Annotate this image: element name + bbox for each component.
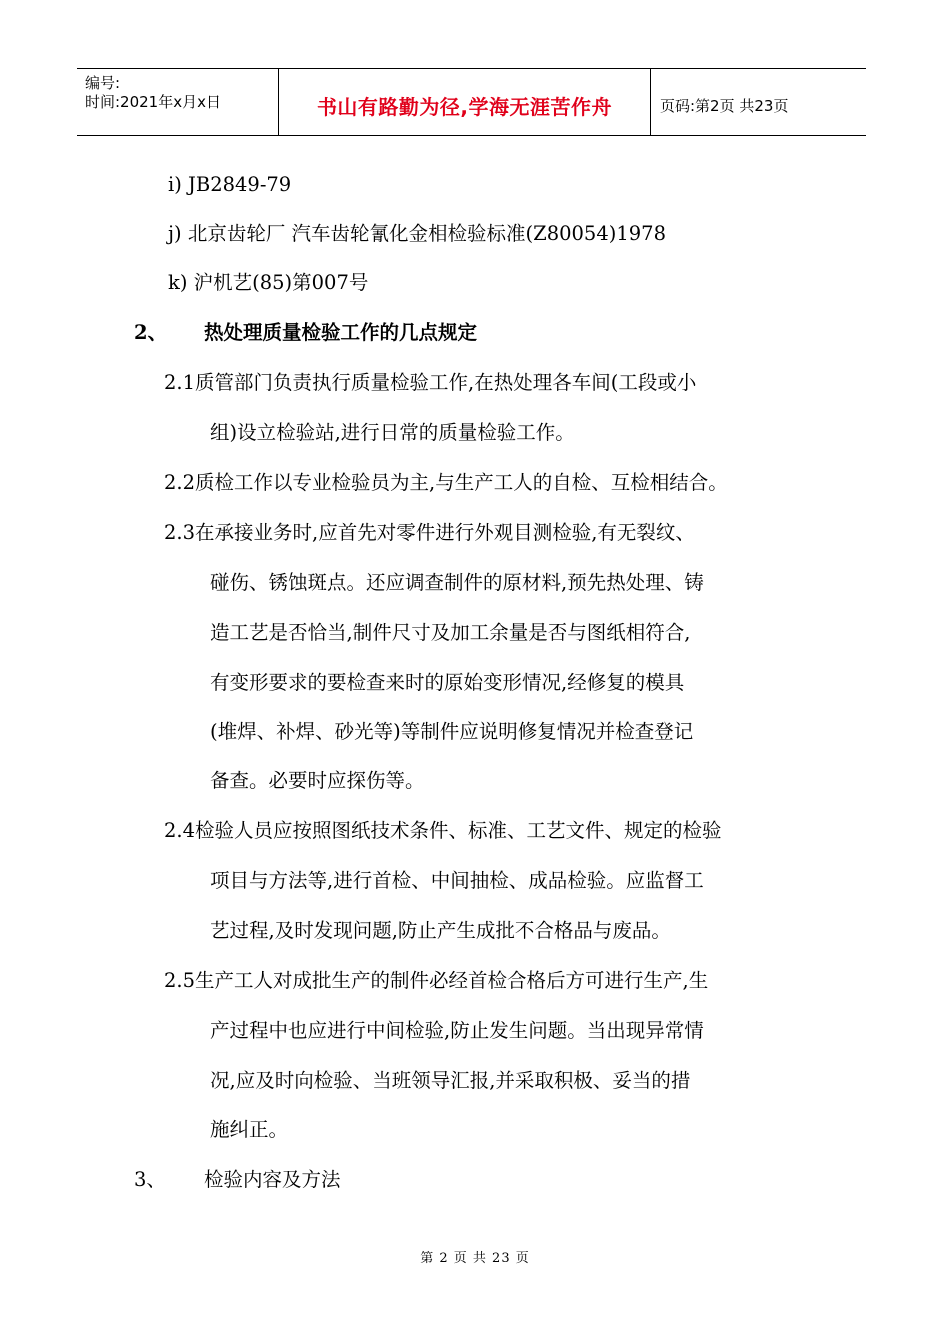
section-3-title: 检验内容及方法 bbox=[204, 1168, 341, 1191]
item-2-2-line-1: 2.2质检工作以专业检验员为主,与生产工人的自检、互检相结合。 bbox=[164, 471, 728, 494]
reference-item-k: k) 沪机艺(85)第007号 bbox=[168, 271, 369, 294]
reference-item-i: i) JB2849-79 bbox=[168, 173, 292, 196]
item-2-4-line-1: 2.4检验人员应按照图纸技术条件、标准、工艺文件、规定的检验 bbox=[164, 819, 722, 842]
item-2-5-line-3: 况,应及时向检验、当班领导汇报,并采取积极、妥当的措 bbox=[210, 1069, 691, 1092]
reference-item-j: j) 北京齿轮厂 汽车齿轮氰化金相检验标准(Z80054)1978 bbox=[168, 222, 666, 245]
section-3-number: 3、 bbox=[134, 1168, 166, 1191]
item-2-3-line-5: (堆焊、补焊、砂光等)等制件应说明修复情况并检查登记 bbox=[210, 720, 694, 743]
item-2-5-line-2: 产过程中也应进行中间检验,防止发生问题。当出现异常情 bbox=[210, 1019, 704, 1042]
header-page-label: 页码:第2页 共23页 bbox=[660, 97, 789, 115]
item-2-3-line-2: 碰伤、锈蚀斑点。还应调查制件的原材料,预先热处理、铸 bbox=[210, 571, 704, 594]
item-2-5-line-1: 2.5生产工人对成批生产的制件必经首检合格后方可进行生产,生 bbox=[164, 969, 709, 992]
item-2-3-line-4: 有变形要求的要检查来时的原始变形情况,经修复的模具 bbox=[210, 671, 685, 694]
section-2-number: 2、 bbox=[134, 321, 168, 344]
page-footer: 第 2 页 共 23 页 bbox=[420, 1251, 530, 1266]
item-2-3-line-3: 造工艺是否恰当,制件尺寸及加工余量是否与图纸相符合, bbox=[210, 621, 691, 644]
item-2-1-line-1: 2.1质管部门负责执行质量检验工作,在热处理各车间(工段或小 bbox=[164, 371, 697, 394]
item-2-3-line-1: 2.3在承接业务时,应首先对零件进行外观目测检验,有无裂纹、 bbox=[164, 521, 695, 544]
header-middle-cell bbox=[278, 69, 651, 135]
page-header bbox=[77, 68, 866, 136]
item-2-1-line-2: 组)设立检验站,进行日常的质量检验工作。 bbox=[210, 421, 575, 444]
document-number-label: 编号: bbox=[85, 74, 121, 92]
item-2-3-line-6: 备查。必要时应探伤等。 bbox=[210, 769, 425, 792]
header-motto: 书山有路勤为径,学海无涯苦作舟 bbox=[316, 95, 613, 119]
item-2-5-line-4: 施纠正。 bbox=[210, 1118, 289, 1141]
item-2-4-line-2: 项目与方法等,进行首检、中间抽检、成品检验。应监督工 bbox=[210, 869, 704, 892]
header-left-cell bbox=[77, 69, 278, 135]
item-2-4-line-3: 艺过程,及时发现问题,防止产生成批不合格品与废品。 bbox=[210, 919, 671, 942]
document-time-label: 时间:2021年x月x日 bbox=[85, 93, 221, 111]
section-2-title: 热处理质量检验工作的几点规定 bbox=[204, 321, 478, 344]
header-right-cell bbox=[651, 69, 866, 135]
